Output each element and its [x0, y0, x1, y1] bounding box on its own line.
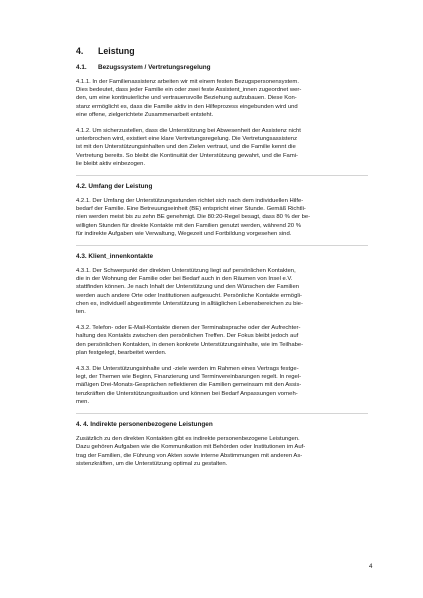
paragraph-4-2-1: 4.2.1. Der Umfang der Unterstützungsstunden richtet sich nach dem individuellen Hilfe- bedarf der Familie. Eine Betreuungseinheit (BE) entspricht einer Stunde. Gemäß Richtli- nien werden meist bis zu zehn BE genehmigt. Die 80:20-Regel besagt, dass 80 % der be- willigten Stunden für direkte Kontakte mit den Familien genutzt werden, während 20 % für indirekte Aufgaben wie Verwaltung, Wegezeit und Fortbildung vorgesehen sind. — [76, 198, 311, 237]
paragraph-4-4: Zusätzlich zu den direkten Kontakten gibt es indirekte personenbezogene Leistungen. Dazu gehören Aufgaben wie die Kommunikation mit Behörden oder Institutionen im Auf- trag der Familien, die Führung von Akten sowie interne Abstimmungen mit anderen As- sistenzkräften, um die Unterstützung optimal zu gestalten. — [76, 436, 306, 467]
divider — [76, 175, 368, 176]
paragraph-4-3-2: 4.3.2. Telefon- oder E-Mail-Kontakte dienen der Terminabsprache oder der Aufrechter- haltung des Kontakts zwischen den persönlichen Treffen. Der Fokus bleibt jedoch auf den persönlichen Kontakten, in denen konkrete Unterstützungsinhalte, wie im Teilhabe- plan festgelegt, bearbeitet werden. — [76, 325, 304, 356]
section-number: 4. — [76, 46, 84, 56]
paragraph-4-1-1: 4.1.1. In der Familienassistenz arbeiten wir mit einem festen Bezugspersonensystem. Dies bedeutet, dass jeder Familie ein oder zwei feste Assistent_innen zugeordnet wer- den, um eine kontinuierliche und vertrauensvolle Beziehung aufzubauen. Diese Kon- stanz ermöglicht es, dass die Familie aktiv in den Hilfeprozess eingebunden wird und eine offene, zielgerichtete Zusammenarbeit entsteht. — [76, 79, 302, 118]
section-heading — [76, 46, 368, 56]
heading-4-2: 4.2. Umfang der Leistung — [76, 183, 153, 191]
paragraph-4-3-3: 4.3.3. Die Unterstützungsinhalte und -ziele werden im Rahmen eines Vertrags festge- legt, der Themen wie Beginn, Finanzierung und Terminvereinbarungen regelt. In regel- mäßigen Drei-Monats-Gesprächen reflektieren die Familien gemeinsam mit den Assis- tenzkräften die Unterstützungssituation und können bei Bedarf Anpassungen vorneh- men. — [76, 366, 302, 405]
section-title: Leistung — [98, 46, 135, 56]
heading-4-4: 4. 4. Indirekte personenbezogene Leistungen — [76, 421, 213, 429]
paragraph-4-1-2: 4.1.2. Um sicherzustellen, dass die Unterstützung bei Abwesenheit der Assistenz nicht unterbrochen wird, existiert eine klare Vertretungsregelung. Die Vertretungsassistenz ist mit den Unterstützungsinhalten und den Zielen vertraut, und die Familie kennt die Vertretung bereits. So bleibt die Kontinuität der Unterstützung gewahrt, und die Fami- lie bleibt aktiv einbezogen. — [76, 128, 301, 167]
heading-4-3: 4.3. Klient_innenkontakte — [76, 253, 154, 261]
page-number: 4 — [369, 563, 373, 570]
divider — [76, 245, 368, 246]
subsection-title: Bezugssystem / Vertretungsregelung — [98, 64, 211, 71]
subsection-number: 4.1. — [76, 64, 87, 71]
page-content — [76, 46, 368, 468]
paragraph-4-3-1: 4.3.1. Der Schwerpunkt der direkten Unterstützung liegt auf persönlichen Kontakten, die in der Wohnung der Familie oder bei Bedarf auch in den Räumen von Insel e.V. stattfinden können. Je nach Inhalt der Unterstützung und den Wünschen der Familien werden auch andere Orte oder Institutionen aufgesucht. Persönliche Kontakte ermögli- chen es, individuell abgestimmte Unterstützung in alltäglichen Lebensbereichen zu bie- ten. — [76, 268, 303, 316]
divider — [76, 413, 368, 414]
subsection-heading-4-1 — [76, 64, 368, 71]
